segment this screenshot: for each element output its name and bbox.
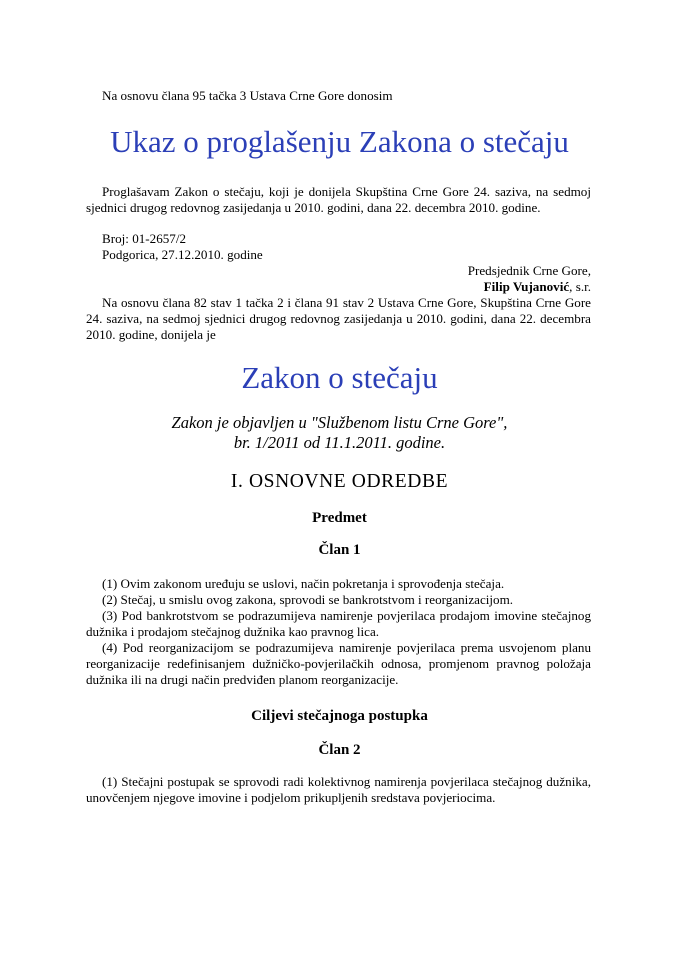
publication-line-2: br. 1/2011 od 11.1.2011. godine. [233,433,446,452]
place-date-line: Podgorica, 27.12.2010. godine [102,247,263,262]
number-line: Broj: 01-2657/2 [102,231,187,246]
decree-title: Ukaz o proglašenju Zakona o stečaju [110,124,569,159]
chapter-heading: I. OSNOVNE ODREDBE [230,471,449,492]
adoption-basis-paragraph: Na osnovu člana 82 stav 1 tačka 2 i člana 91 stav 2 Ustava Crne Gore, Skupština Crne Gore 24. saziva, na sedmoj sjednici drugog redovnog zasijedanja u 2010. godini, dana 22. decembra 2010. godine, donijela je [86,295,591,342]
law-title: Zakon o stečaju [241,360,438,395]
signature-suffix: , s.r. [569,279,591,294]
intro-line: Na osnovu člana 95 tačka 3 Ustava Crne Gore donosim [102,88,393,103]
signature-line [484,279,591,295]
article-1-paragraph-4: (4) Pod reorganizacijom se podrazumijeva namirenje povjerilaca prema usvojenom planu reorganizacije redefinisanjem dužničko-povjerilačkih odnosa, promjenom pravnog položaja dužnika ili na drugi način predviđen planom reorganizacije. [86,640,591,687]
proclamation-paragraph: Proglašavam Zakon o stečaju, koji je donijela Skupština Crne Gore 24. saziva, na sedmoj sjednici drugog redovnog zasijedanja u 2010. godini, dana 22. decembra 2010. godine. [86,184,591,215]
publication-line-1: Zakon je objavljen u "Službenom listu Crne Gore", [171,413,508,432]
article-1-heading: Član 1 [318,542,361,558]
section-2-heading: Ciljevi stečajnoga postupka [251,708,428,724]
article-2-heading: Član 2 [318,742,361,758]
article-1-paragraph-3: (3) Pod bankrotstvom se podrazumijeva namirenje povjerilaca prodajom imovine stečajnog dužnika i prodajom stečajnog dužnika kao pravnog lica. [86,608,591,639]
signature-name: Filip Vujanović [483,279,570,294]
section-1-heading: Predmet [312,510,367,526]
article-2-paragraph-1: (1) Stečajni postupak se sprovodi radi kolektivnog namirenja povjerilaca stečajnog dužnika, unovčenjem njegove imovine i podjelom prikupljenih sredstava povjeriocima. [86,774,591,805]
signature-title: Predsjednik Crne Gore, [467,263,591,278]
article-1-paragraph-2: (2) Stečaj, u smislu ovog zakona, sprovodi se bankrotstvom i reorganizacijom. [102,592,514,607]
article-1-paragraph-1: (1) Ovim zakonom uređuju se uslovi, način pokretanja i sprovođenja stečaja. [102,576,505,591]
